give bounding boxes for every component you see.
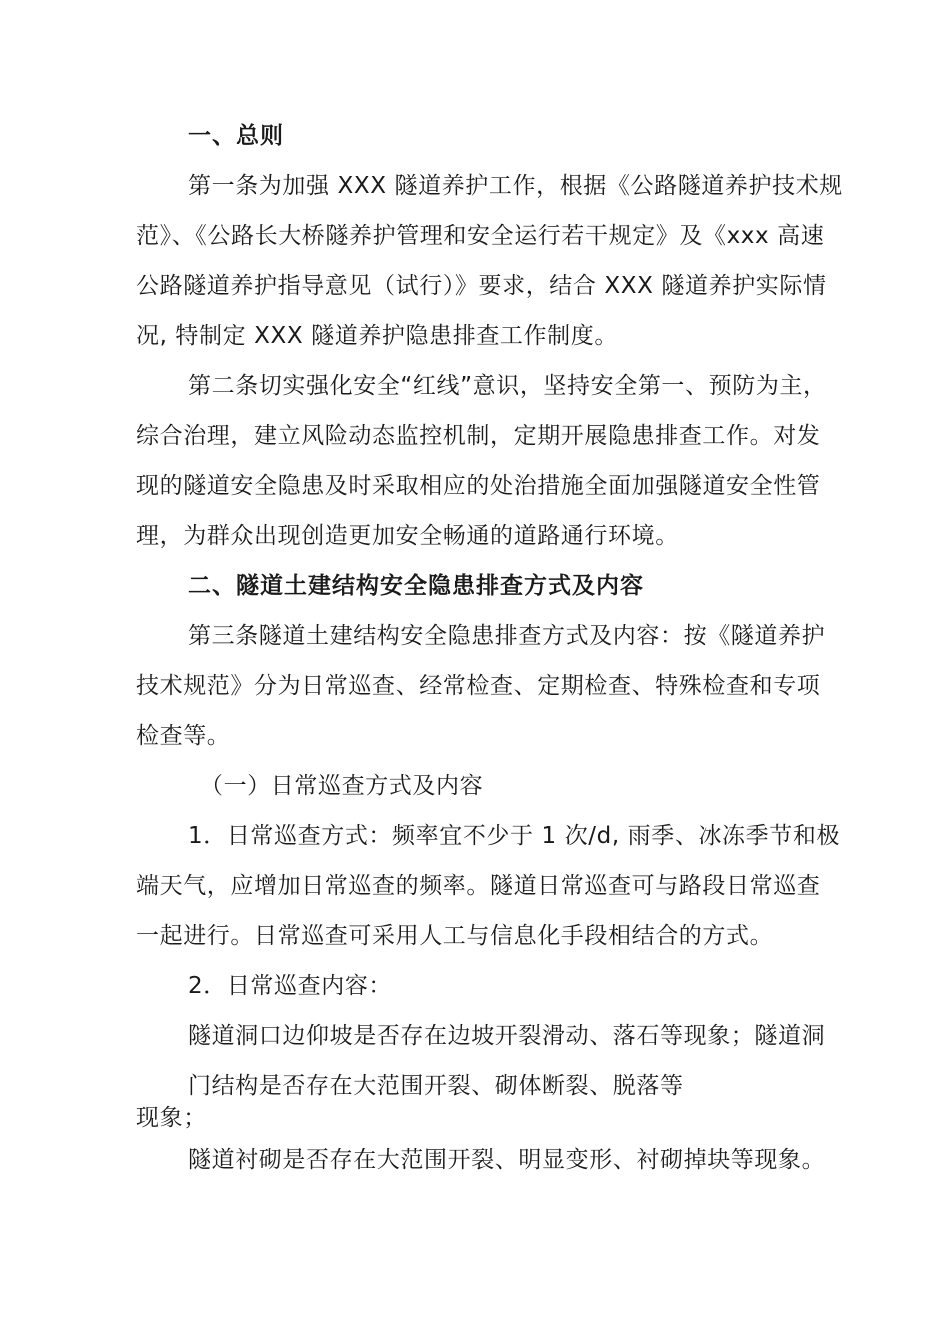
paragraph-line: 一起进行。日常巡查可采用人工与信息化手段相结合的方式。 <box>136 923 774 949</box>
paragraph-line: 第一条为加强 XXX 隧道养护工作，根据《公路隧道养护技术规 <box>188 173 843 199</box>
paragraph-line: 综合治理，建立风险动态监控机制，定期开展隐患排查工作。对发 <box>136 423 821 449</box>
paragraph-line: 2．日常巡查内容： <box>188 973 393 999</box>
paragraph-line: 检查等。 <box>136 723 231 749</box>
paragraph-line: 门结构是否存在大范围开裂、砌体断裂、脱落等 <box>188 1073 684 1099</box>
paragraph-line: 1．日常巡查方式：频率宜不少于 1 次/d, 雨季、冰冻季节和极 <box>188 823 841 849</box>
paragraph-line: 况, 特制定 XXX 隧道养护隐患排查工作制度。 <box>136 323 618 349</box>
paragraph-line: 现象； <box>136 1105 207 1131</box>
paragraph-line: 理，为群众出现创造更加安全畅通的道路通行环境。 <box>136 523 679 549</box>
paragraph-line: 公路隧道养护指导意见（试行）》要求，结合 XXX 隧道养护实际情 <box>136 273 827 299</box>
paragraph-line: 技术规范》分为日常巡查、经常检查、定期检查、特殊检查和专项 <box>136 673 821 699</box>
paragraph-line: 隧道衬砌是否存在大范围开裂、明显变形、衬砌掉块等现象。 <box>188 1147 826 1173</box>
subsection-heading-daily-patrol: （一）日常巡查方式及内容 <box>200 773 484 799</box>
paragraph-line: 现的隧道安全隐患及时采取相应的处治措施全面加强隧道安全性管 <box>136 473 821 499</box>
paragraph-line: 端天气，应增加日常巡查的频率。隧道日常巡查可与路段日常巡查 <box>136 873 821 899</box>
paragraph-line: 范》、《公路长大桥隧养护管理和安全运行若干规定》及《xxx 高速 <box>136 223 825 249</box>
section-heading-inspection: 二、隧道土建结构安全隐患排查方式及内容 <box>188 573 644 599</box>
section-heading-general: 一、总则 <box>188 123 284 149</box>
paragraph-line: 第三条隧道土建结构安全隐患排查方式及内容：按《隧道养护 <box>188 623 826 649</box>
paragraph-line: 第二条切实强化安全“红线”意识，坚持安全第一、预防为主， <box>188 373 827 399</box>
paragraph-line: 隧道洞口边仰坡是否存在边坡开裂滑动、落石等现象；隧道洞 <box>188 1023 826 1049</box>
